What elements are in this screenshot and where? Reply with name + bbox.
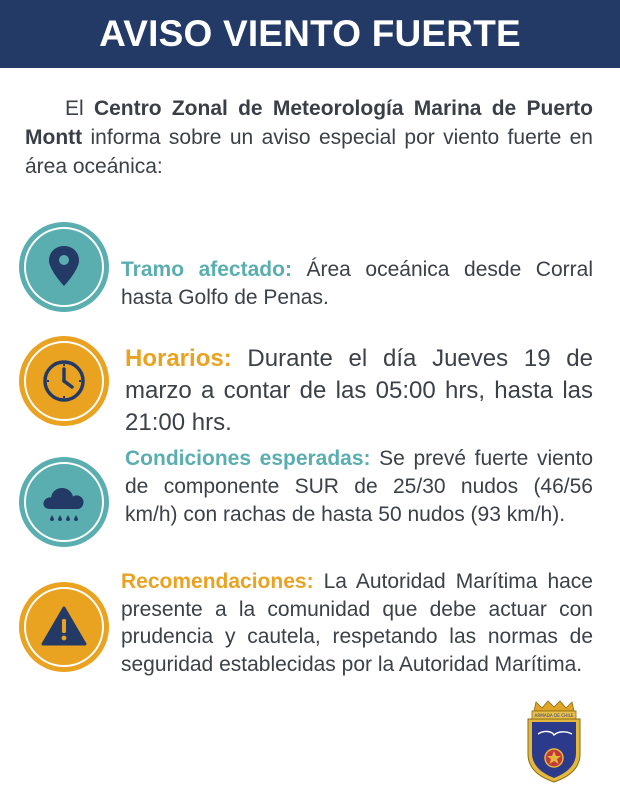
item-schedule: [125, 343, 593, 439]
header-banner: [0, 0, 620, 68]
item-label: Condiciones esperadas:: [125, 447, 371, 470]
rain-circle: [19, 457, 109, 547]
item-affected-zone: [121, 256, 593, 312]
clock-icon: [19, 336, 109, 426]
intro-paragraph: [25, 94, 593, 181]
item-recommendations: [121, 568, 593, 678]
warning-icon: [19, 582, 109, 672]
item-label: Recomendaciones:: [121, 570, 314, 593]
location-circle: [19, 222, 109, 312]
clock-circle: [19, 336, 109, 426]
intro-organization: Centro Zonal de Meteorología Marina de Puerto Montt: [25, 97, 593, 149]
item-label: Horarios:: [125, 345, 232, 372]
item-text: La Autoridad Marítima hace presente a la comunidad que debe actuar con prudencia y cautela, respetando las normas de seguridad establecidas por la Autoridad Marítima.: [121, 570, 593, 676]
item-text: Durante el día Jueves 19 de marzo a contar de las 05:00 hrs, hasta las 21:00 hrs.: [125, 345, 593, 436]
rain-cloud-icon: [19, 457, 109, 547]
item-expected-conditions: [125, 445, 593, 529]
warning-circle: [19, 582, 109, 672]
location-pin-icon: [19, 222, 109, 312]
item-text: Área oceánica desde Corral hasta Golfo de Penas.: [121, 258, 593, 309]
navy-crest-logo: [522, 698, 586, 784]
item-label: Tramo afectado:: [121, 258, 292, 281]
page-title: AVISO VIENTO FUERTE: [99, 13, 521, 54]
crest-text: ARMADA DE CHILE: [534, 713, 574, 718]
intro-prefix: El: [65, 97, 94, 120]
item-text: Se prevé fuerte viento de componente SUR de 25/30 nudos (46/56 km/h) con rachas de hasta 50 nudos (93 km/h).: [125, 447, 594, 526]
intro-suffix: informa sobre un aviso especial por viento fuerte en área oceánica:: [25, 126, 593, 178]
